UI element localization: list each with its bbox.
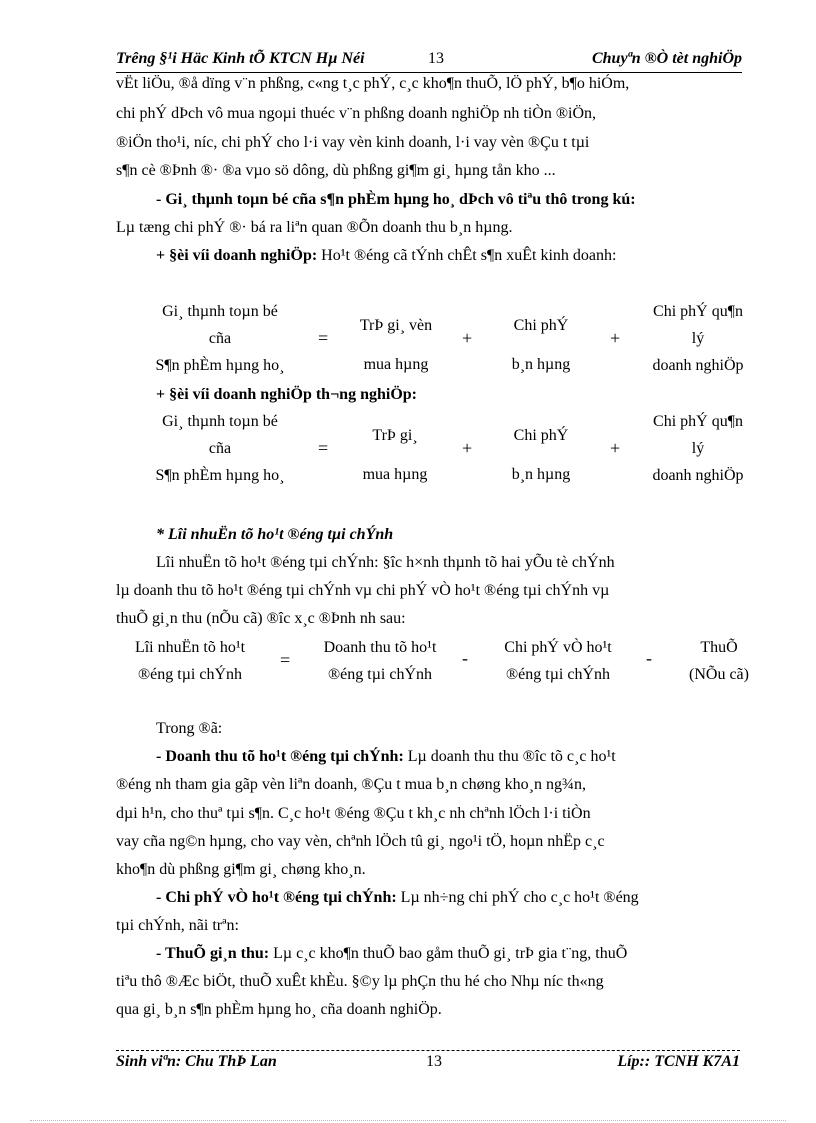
formula3-b: Doanh thu tõ ho¹t ®éng tµi chÝnh (323, 639, 437, 683)
trong-do-label: Trong ®ã: (156, 720, 223, 737)
para8-line3: qua gi¸ b¸n s¶n phÈm hµng ho¸ cña doanh nghiÖp. (116, 1001, 442, 1018)
formula3-equals: = (280, 650, 291, 670)
para6-line4: vay cña ng©n hµng, cho vay vèn, chªnh lÖch tû gi¸ ngo¹i tÖ, hoµn nhËp c¸c (116, 833, 605, 850)
formula2-equals: = (318, 438, 329, 458)
page-footer (116, 1053, 740, 1075)
formula1-term3: Chi phÝ qu¶n lý doanh nghiÖp (652, 303, 744, 374)
para5-line2: lµ doanh thu tõ ho¹t ®éng tµi chÝnh vµ chi phÝ vÒ ho¹t ®éng tµi chÝnh vµ (116, 582, 610, 599)
para1-line3: ®iÖn tho¹i, níc, chi phÝ cho l·i vay vèn kinh doanh, l·i vay vèn ®Çu t tµi (116, 134, 590, 151)
formula1-equals: = (318, 328, 329, 348)
formula1-term1: TrÞ gi¸ vèn mua hµng (359, 317, 433, 373)
formula2-term2: Chi phÝ b¸n hµng (511, 427, 571, 483)
formula1-plus1: + (462, 328, 473, 348)
para6-line2: ®éng nh tham gia gãp vèn liªn doanh, ®Çu t mua b¸n chøng kho¸n ng¾n, (116, 776, 586, 793)
para7-line1: - Chi phÝ vÒ ho¹t ®éng tµi chÝnh: Lµ nh÷ng chi phÝ cho c¸c ho¹t ®éng (156, 889, 639, 906)
formula1-left: Gi¸ thµnh toµn bé cña S¶n phÈm hµng ho¸ (155, 303, 285, 374)
formula3-minus2: - (646, 648, 652, 668)
formula3-minus1: - (462, 648, 468, 668)
formula1-term2: Chi phÝ b¸n hµng (511, 317, 571, 373)
para3: + §èi víi doanh nghiÖp: Ho¹t ®éng cã tÝnh chÊt s¶n xuÊt kinh doanh: (156, 247, 617, 264)
para6-line1: - Doanh thu tõ ho¹t ®éng tµi chÝnh: Lµ doanh thu thu ®îc tõ c¸c ho¹t (156, 748, 616, 765)
formula2-term3: Chi phÝ qu¶n lý doanh nghiÖp (652, 413, 744, 484)
para2-heading: - Gi¸ thµnh toµn bé cña s¶n phÈm hµng ho¸ dÞch vô tiªu thô trong kú: (156, 191, 636, 208)
formula2-term1: TrÞ gi¸ mua hµng (362, 427, 428, 483)
para1-line1: vËt liÖu, ®å dïng v¨n phßng, c«ng t¸c phÝ, c¸c kho¶n thuÕ, lÖ phÝ, b¶o hiÓm, (116, 75, 630, 92)
para2-text: Lµ tæng chi phÝ ®· bá ra liªn quan ®Õn doanh thu b¸n hµng. (116, 219, 513, 236)
formula3-d: ThuÕ (NÕu cã) (689, 639, 749, 683)
section-heading: * Lîi nhuËn tõ ho¹t ®éng tµi chÝnh (156, 526, 394, 543)
para1-line2: chi phÝ dÞch vô mua ngoµi thuéc v¨n phßng doanh nghiÖp nh tiÒn ®iÖn, (116, 105, 596, 122)
formula2-left: Gi¸ thµnh toµn bé cña S¶n phÈm hµng ho¸ (155, 413, 285, 484)
footer-student: Sinh viªn: Chu ThÞ Lan (116, 1053, 277, 1070)
para1-line4: s¶n cè ®Þnh ®· ®a vµo sö dông, dù phßng gi¶m gi¸ hµng tån kho ... (116, 162, 556, 179)
formula2-plus1: + (462, 438, 473, 458)
para8-line1: - ThuÕ gi¸n thu: Lµ c¸c kho¶n thuÕ bao gåm thuÕ gi¸ trÞ gia t¨ng, thuÕ (156, 945, 628, 962)
formula1-plus2: + (610, 328, 621, 348)
footer-class: Líp:: TCNH K7A1 (617, 1053, 740, 1070)
formula3-a: Lîi nhuËn tõ ho¹t ®éng tµi chÝnh (134, 639, 246, 683)
page-bottom-border (30, 1120, 786, 1121)
para8-line2: tiªu thô ®Æc biÖt, thuÕ xuÊt khÈu. §©y lµ phÇn thu hé cho Nhµ níc th«ng (116, 973, 604, 990)
para7-line2: tµi chÝnh, nãi trªn: (116, 917, 239, 934)
para6-line5: kho¶n dù phßng gi¶m gi¸ chøng kho¸n. (116, 861, 366, 878)
formula3-c: Chi phÝ vÒ ho¹t ®éng tµi chÝnh (504, 639, 612, 683)
formula2-plus2: + (610, 438, 621, 458)
header-thesis-title: Chuyªn ®Ò tèt nghiÖp (591, 50, 742, 67)
footer-rule (116, 1050, 740, 1051)
footer-page-number: 13 (426, 1053, 442, 1070)
para6-line3: dµi h¹n, cho thuª tµi s¶n. C¸c ho¹t ®éng ®Çu t kh¸c nh chªnh lÖch l·i tiÒn (116, 805, 591, 822)
para5-line1: Lîi nhuËn tõ ho¹t ®éng tµi chÝnh: §îc h×nh thµnh tõ hai yÕu tè chÝnh (156, 554, 615, 571)
header-school: Trêng §¹i Häc Kinh tÕ KTCN Hµ Néi (116, 50, 365, 67)
para4-heading: + §èi víi doanh nghiÖp th¬ng nghiÖp: (156, 386, 417, 403)
para5-line3: thuÕ gi¸n thu (nÕu cã) ®îc x¸c ®Þnh nh sau: (116, 610, 406, 627)
page-header (116, 50, 742, 73)
header-page-number: 13 (428, 50, 444, 67)
